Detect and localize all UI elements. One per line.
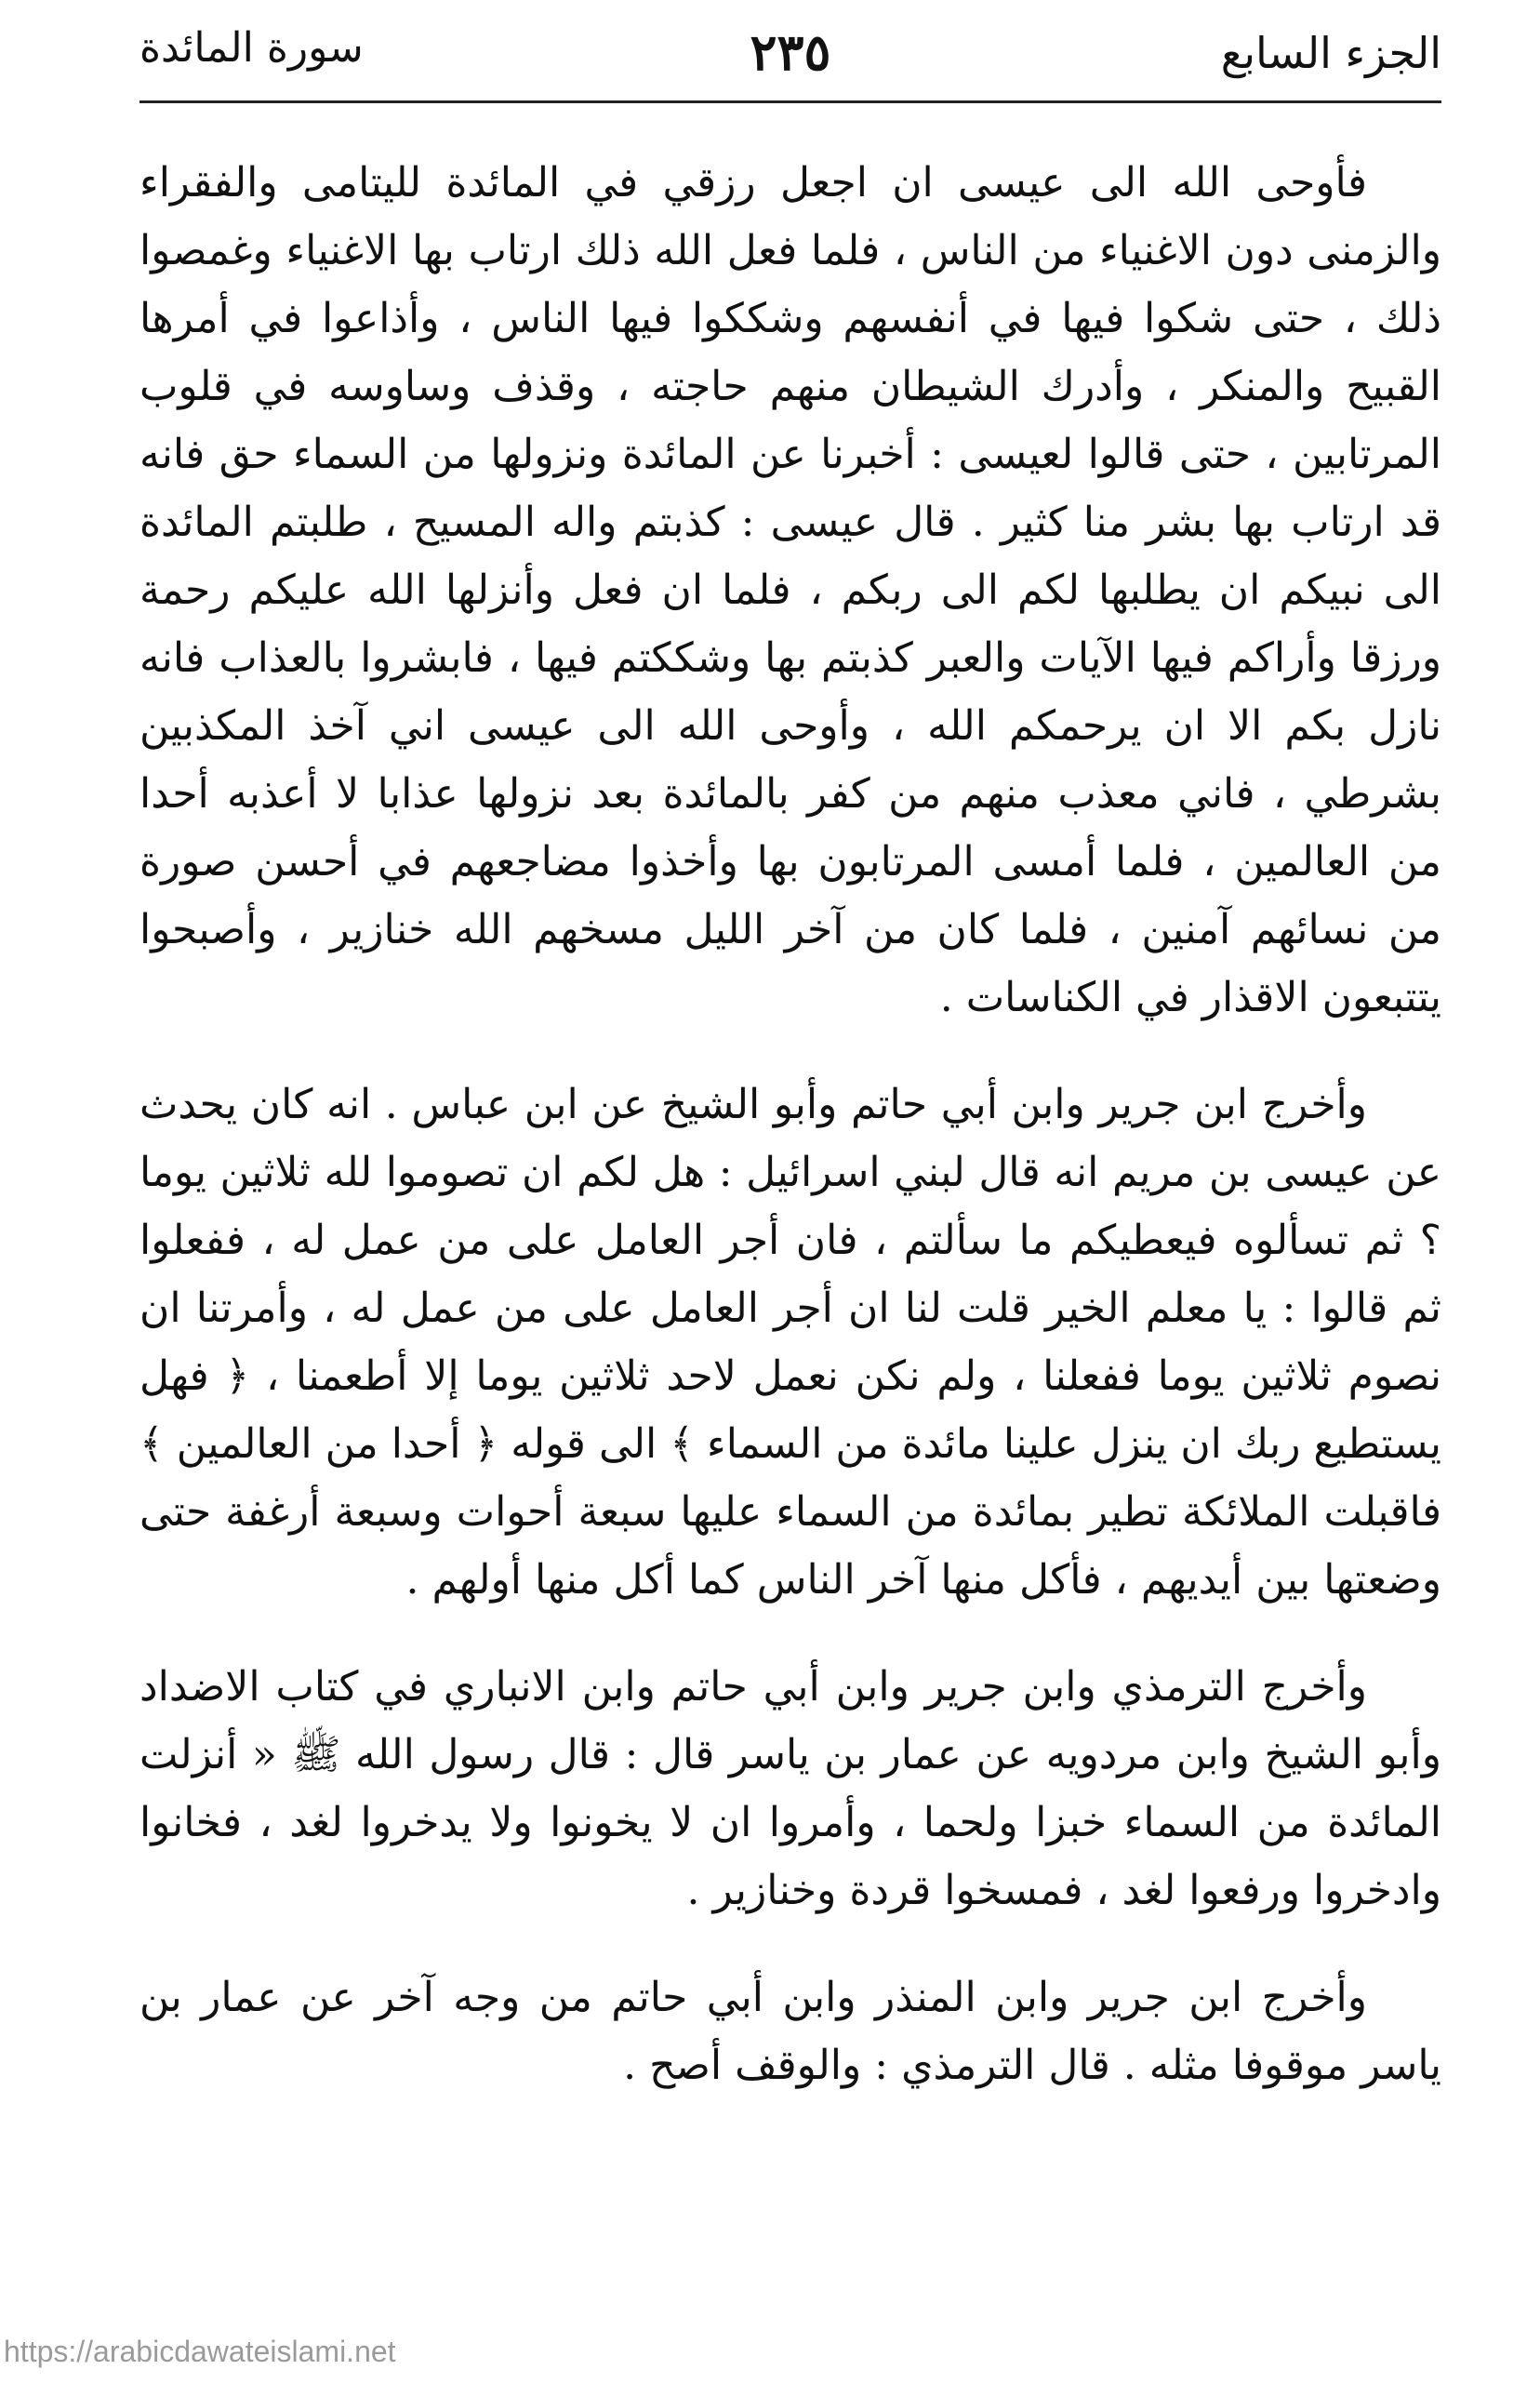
page-content [139,149,1441,2138]
watermark-url: https://arabicdawateislami.net [4,2335,396,2368]
paragraph-4: وأخرج ابن جرير وابن المنذر وابن أبي حاتم من وجه آخر عن عمار بن ياسر موقوفا مثله . قال الترمذي : والوقف أصح . [139,1974,1441,2089]
page-number: ٢٣٥ [750,22,831,82]
surah-label: سورة المائدة [139,24,364,72]
paragraph-1: فأوحى الله الى عيسى ان اجعل رزقي في المائدة لليتامى والفقراء والزمنى دون الاغنياء من الناس ، فلما فعل الله ذلك ارتاب بها الاغنياء وغمصوا ذلك ، حتى شكوا فيها في أنفسهم وشككوا فيها الناس ، وأذاعوا في أمرها القبيح والمنكر ، وأدرك الشيطان منهم حاجته ، وقذف وساوسه في قلوب المرتابين ، حتى قالوا لعيسى : أخبرنا عن المائدة ونزولها من السماء حق فانه قد ارتاب بها بشر منا كثير . قال عيسى : كذبتم واله المسيح ، طلبتم المائدة الى نبيكم ان يطلبها لكم الى ربكم ، فلما ان فعل وأنزلها الله عليكم رحمة ورزقا وأراكم فيها الآيات والعبر كذبتم بها وشككتم فيها ، فابشروا بالعذاب فانه نازل بكم الا ان يرحمكم الله ، وأوحى الله الى عيسى اني آخذ المكذبين بشرطي ، فاني معذب منهم من كفر بالمائدة بعد نزولها عذابا لا أعذبه أحدا من العالمين ، فلما أمسى المرتابون بها وأخذوا مضاجعهم في أحسن صورة من نسائهم آمنين ، فلما كان من آخر الليل مسخهم الله خنازير ، وأصبحوا يتتبعون الاقذار في الكناسات . [139,159,1441,1021]
juz-label: الجزء السابع [1220,28,1441,78]
paragraph-3: وأخرج الترمذي وابن جرير وابن أبي حاتم وابن الانباري في كتاب الاضداد وأبو الشيخ وابن مردويه عن عمار بن ياسر قال : قال رسول الله ﷺ « أنزلت المائدة من السماء خبزا ولحما ، وأمروا ان لا يخونوا ولا يدخروا لغد ، فخانوا وادخروا ورفعوا لغد ، فمسخوا قردة وخنازير . [139,1663,1441,1914]
page-header [139,19,1441,102]
header-rule [139,100,1441,103]
paragraph-2: وأخرج ابن جرير وابن أبي حاتم وأبو الشيخ عن ابن عباس . انه كان يحدث عن عيسى بن مريم انه قال لبني اسرائيل : هل لكم ان تصوموا لله ثلاثين يوما ؟ ثم تسألوه فيعطيكم ما سألتم ، فان أجر العامل على من عمل له ، ففعلوا ثم قالوا : يا معلم الخير قلت لنا ان أجر العامل على من عمل له ، وأمرتنا ان نصوم ثلاثين يوما ففعلنا ، ولم نكن نعمل لاحد ثلاثين يوما إلا أطعمنا ، ﴿ فهل يستطيع ربك ان ينزل علينا مائدة من السماء ﴾ الى قوله ﴿ أحدا من العالمين ﴾ فاقبلت الملائكة تطير بمائدة من السماء عليها سبعة أحوات وسبعة أرغفة حتى وضعتها بين أيديهم ، فأكل منها آخر الناس كما أكل منها أولهم . [139,1081,1441,1604]
